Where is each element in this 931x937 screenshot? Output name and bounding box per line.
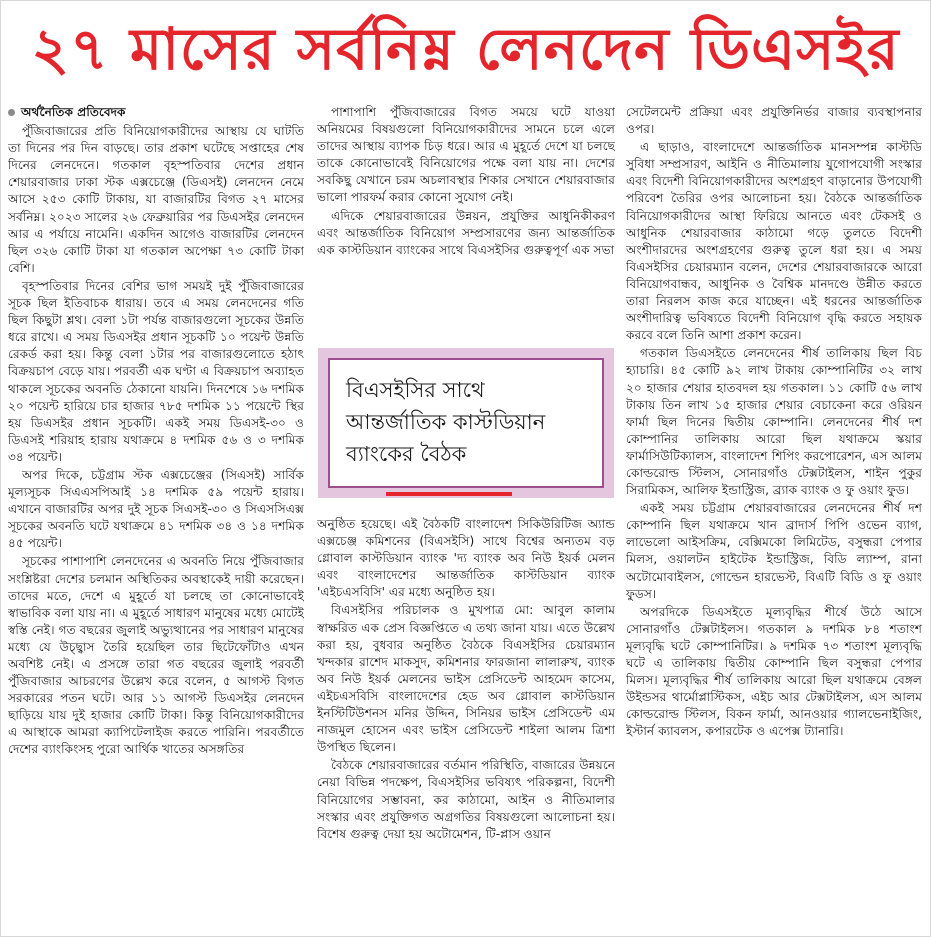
- byline-text: অর্থনৈতিক প্রতিবেদক: [21, 105, 126, 119]
- paragraph: বিএসইসির পরিচালক ও মুখপাত্র মো: আবুল কালাম স্বাক্ষরিত এক প্রেস বিজ্ঞপ্তিতে এ তথ্য জানা যায়। এতে উল্লেখ করা হয়, বুধবার অনুষ্ঠিত বৈঠকে বিএসইসির চেয়ারম্যান খন্দকার রাশেদ মাকসুদ, কমিশনার ফারজানা লালারুখ, ব্যাংক অব নিউ ইয়র্ক মেলনের ভাইস প্রেসিডেন্ট আহমেদ কাসেম, এইচএসবিসি বাংলাদেশের হেড অব গ্লোবাল কাস্টডিয়ান ইনস্টিটিউশনস মনির উদ্দিন, সিনিয়র ভাইস প্রেসিডেন্ট এম নাজমুল হোসেন এবং ভাইস প্রেসিডেন্ট শাইলা আলম ত্রিশা উপস্থিত ছিলেন।: [317, 603, 615, 755]
- byline: [8, 104, 304, 121]
- article-column-2-top: [317, 104, 615, 336]
- headline: ২৭ মাসের সর্বনিম্ন লেনদেন ডিএসইর: [31, 15, 900, 83]
- paragraph: অপর দিকে, চট্টগ্রাম স্টক এক্সচেঞ্জের (সিএসই) সার্বিক মূল্যসূচক সিএএসপিআই ১৪ দশমিক ৫৯ পয়েন্ট হারায়। এখানে বাজারটির অপর দুই সূচক সিএসই-৩০ ও সিএসসিএক্স সূচকের অবনতি ঘটে যথাক্রমে ৪১ দশমিক ৩৪ ও ১৪ দশমিক ৪৫ পয়েন্ট।: [8, 467, 304, 551]
- paragraph: অনুষ্ঠিত হয়েছে। এই বৈঠকটি বাংলাদেশ সিকিউরিটিজ অ্যান্ড এক্সচেঞ্জ কমিশনের (বিএসইসি) সাথে বিশ্বের অন্যতম বড় গ্লোবাল কাস্টডিয়ান ব্যাংক 'দ্য ব্যাংক অব নিউ ইয়র্ক মেলন এবং বাংলাদেশের আন্তর্জাতিক কাস্টডিয়ান ব্যাংক 'এইচএসবিসি' এর মধ্যে অনুষ্ঠিত হয়।: [317, 517, 615, 600]
- pull-quote-divider: [386, 492, 512, 496]
- pull-quote-line: ব্যাংকের বৈঠক: [346, 442, 467, 466]
- paragraph: অপরদিকে ডিএসইতে মূল্যবৃদ্ধির শীর্ষে উঠে আসে সোনারগাঁও টেক্সটাইলস। গতকাল ৯ দশমিক ৮৪ শতাংশ মূল্যবৃদ্ধি ঘটে কোম্পানিটির। ৯ দশমিক ৭৩ শতাংশ মূল্যবৃদ্ধি ঘটে এ তালিকায় দ্বিতীয় কোম্পানি ছিল বসুন্ধরা পেপার মিলস। মূল্যবৃদ্ধির শীর্ষ তালিকায় আরো ছিল যথাক্রমে বেঙ্গল উইন্ডসর থার্মোপ্লাস্টিকস, এইচ আর টেক্সটাইলস, এস আলম কোল্ডরোল্ড স্টিলস, বিকন ফার্মা, আনওয়ার গ্যালভেনাইজিং, ইস্টার্ন ক্যাবলস, কপারটেক ও এপেক্স ট্যানারি।: [626, 604, 922, 739]
- article-column-1: [8, 104, 304, 930]
- pull-quote: [328, 358, 604, 488]
- paragraph: বৃহস্পতিবার দিনের বেশির ভাগ সময়ই দুই পুঁজিবাজারের সূচক ছিল ইতিবাচক ধারায়। তবে এ সময় লেনদেনের গতি ছিল কিছুটা শ্লথ। বেলা ১টা পর্যন্ত বাজারগুলো সূচকের উন্নতি ধরে রাখে। এ সময় ডিএসইর প্রধান সূচকটি ১০ পয়েন্ট উন্নতি রেকর্ড করা হয়। কিন্তু বেলা ১টার পর বাজারগুলোতে হঠাৎ বিক্রয়চাপ বেড়ে যায়। পরবর্তী এক ঘণ্টা এ বিক্রয়চাপ অব্যাহত থাকলে সূচকের অবনতি ঠেকানো যায়নি। দিনশেষে ১৬ দশমিক ২০ পয়েন্ট হারিয়ে চার হাজার ৭৮৫ দশমিক ১১ পয়েন্টে স্থির হয় ডিএসইর প্রধান সূচকটি। একই সময় ডিএসই-৩০ ও ডিএসই শরিয়াহ হারায় যথাক্রমে ৪ দশমিক ৫৬ ও ৩ দশমিক ৩৪ পয়েন্ট।: [8, 278, 304, 464]
- paragraph: গতকাল ডিএসইতে লেনদেনের শীর্ষ তালিকায় ছিল বিচ হ্যাচারি। ৪৫ কোটি ৯২ লাখ টাকায় কোম্পানিটির ৩২ লাখ ২০ হাজার শেয়ার হাতবদল হয় গতকাল। ১১ কোটি ৫৬ লাখ টাকায় তিন লাখ ১৫ হাজার শেয়ার বেচাকেনা করে ওরিয়ন ফার্মা ছিল দিনের দ্বিতীয় কোম্পানি। লেনদেনের শীর্ষ দশ কোম্পানির তালিকায় আরো ছিল যথাক্রমে স্কয়ার ফার্মাসিউটিক্যালস, বাংলাদেশ শিপিং করপোরেশন, এস আলম কোল্ডরোল্ড স্টিলস, সোনারগাঁও টেক্সটাইলস, শাইন পুকুর সিরামিকস, আলিফ ইন্ডাস্ট্রিজ, ব্র্যাক ব্যাংক ও ফু ওয়াং ফুড।: [626, 346, 922, 498]
- paragraph: পুঁজিবাজারের প্রতি বিনিয়োগকারীদের আস্থায় যে ঘাটতি তা দিনের পর দিন বাড়ছে। তার প্রকাশ ঘটেছে সপ্তাহের শেষ দিনের লেনদেনে। গতকাল বৃহস্পতিবার দেশের প্রধান শেয়ারবাজার ঢাকা স্টক এক্সচেঞ্জে (ডিএসই) লেনদেন নেমে আসে ২৫৩ কোটি টাকায়, যা বাজারটির বিগত ২৭ মাসের সর্বনিম্ন। ২০২৩ সালের ২৬ ফেব্রুয়ারির পর ডিএসইর লেনদেন আর এ পর্যায়ে নামেনি। একদিন আগেও বাজারটির লেনদেন ছিল ৩২৬ কোটি টাকা যা গতকাল অপেক্ষা ৭৩ কোটি টাকা বেশি।: [8, 124, 304, 275]
- article-column-2-bottom: [317, 516, 615, 930]
- paragraph: সূচকের পাশাপাশি লেনদেনের এ অবনতি নিয়ে পুঁজিবাজার সংশ্লিষ্টরা দেশের চলমান অস্থিতিকর অবস্থাকেই দায়ী করেছেন। তাদের মতে, দেশে এ মুহূর্তে যা চলছে তা কোনোভাবেই স্বাভাবিক বলা যায় না। এ মুহূর্তে সাধারণ মানুষের মধ্যে মোটেই স্বস্তি নেই। গত বছরের জুলাই অভ্যুত্থানের পর সাধারণ মানুষের মধ্যে যে উচ্ছ্বাস তৈরি হয়েছিল তার ছিটেফোঁটাও এখন অবশিষ্ট নেই। এ প্রসঙ্গে তারা গত বছরের জুলাই পরবর্তী পুঁজিবাজার আচরণের উল্লেখ করে বলেন, ৫ আগস্ট বিগত সরকারের পতন ঘটে। আর ১১ আগস্ট ডিএসইর লেনদেন ছাড়িয়ে যায় দুই হাজার কোটি টাকা। কিন্তু বিনিয়োগকারীদের এ আস্থাকে আমরা ক্যাপিটেলাইজ করতে পারিনি। পরবর্তীতে দেশের ব্যাংকিংসহ পুরো আর্থিক খাতের অসঙ্গতির: [8, 554, 304, 757]
- paragraph: এ ছাড়াও, বাংলাদেশে আন্তর্জাতিক মানসম্পন্ন কাস্টডি সুবিধা সম্প্রসারণ, আইনি ও নীতিমালায় যুগোপযোগী সংস্কার এবং বিদেশী বিনিয়োগকারীদের অংশগ্রহণ বাড়ানোর উপযোগী পরিবেশ তৈরির ওপর আলোচনা হয়। বৈঠকে আন্তর্জাতিক বিনিয়োগকারীদের আস্থা ফিরিয়ে আনতে এবং টেকসই ও আধুনিক শেয়ারবাজার কাঠামো গড়ে তুলতে বিদেশী অংশীদারদের অংশগ্রহণের গুরুত্ব তুলে ধরা হয়। এ সময় বিএসইসির চেয়ারম্যান বলেন, দেশের শেয়ারবাজারকে আরো বিনিয়োগবান্ধব, আধুনিক ও বৈশ্বিক মানদণ্ডে উন্নীত করতে তারা নিরলস কাজ করে যাচ্ছেন। এই ধরনের আন্তর্জাতিক অংশীদারিত্ব ভবিষ্যতে বিদেশী বিনিয়োগ বৃদ্ধি করতে সহায়ক করবে বলে তিনি আশা প্রকাশ করেন।: [626, 140, 922, 343]
- pull-quote-box: [318, 348, 614, 498]
- pull-quote-line: বিএসইসির সাথে: [346, 378, 485, 402]
- paragraph: সেটেলমেন্ট প্রক্রিয়া এবং প্রযুক্তিনির্ভর বাজার ব্যবস্থাপনার ওপর।: [626, 105, 922, 137]
- article-column-3: [626, 104, 922, 930]
- paragraph: একই সময় চট্টগ্রাম শেয়ারবাজারের লেনদেনের শীর্ষ দশ কোম্পানি ছিল যথাক্রমে খান ব্রাদার্স পিপি ওভেন ব্যাগ, লাভেলো আইসক্রিম, বেক্সিমকো লিমিটেড, বসুন্ধরা পেপার মিলস, ওয়ালটন হাইটেক ইন্ডাস্ট্রিজ, বিডি ল্যাম্প, রানা অটোমোবাইলস, গোল্ডেন হারভেস্ট, বিএটি বিডি ও ফু ওয়াং ফুডস।: [626, 501, 922, 601]
- pull-quote-line: আন্তর্জাতিক কাস্টডিয়ান: [346, 410, 546, 434]
- paragraph: পাশাপাশি পুঁজিবাজারের বিগত সময়ে ঘটে যাওয়া অনিয়মের বিষয়গুলো বিনিয়োগকারীদের সামনে চলে এলে তাদের আস্থায় ব্যাপক চিড় ধরে। আর এ মুহূর্তে দেশে যা চলছে তাকে কোনোভাবেই বিনিয়োগের পক্ষে বলা যায় না। দেশের সবকিছু যেখানে চরম অচলাবস্থার শিকার সেখানে শেয়ারবাজার ভালো পারফর্ম করার কোনো সুযোগ নেই।: [317, 105, 615, 205]
- paragraph: এদিকে শেয়ারবাজারের উন্নয়ন, প্রযুক্তির আধুনিকীকরণ এবং আন্তর্জাতিক বিনিয়োগ সম্প্রসারণের জন্য আন্তর্জাতিক এক কাস্টডিয়ান ব্যাংকের সাথে বিএসইসির গুরুত্বপূর্ণ এক সভা: [317, 208, 615, 257]
- bullet-icon: [8, 109, 15, 116]
- paragraph: বৈঠকে শেয়ারবাজারের বর্তমান পরিস্থিতি, বাজারের উন্নয়নে নেয়া বিভিন্ন পদক্ষেপ, বিএসইসির ভবিষ্যৎ পরিকল্পনা, বিদেশী বিনিয়োগের সম্ভাবনা, কর কাঠামো, আইন ও নীতিমালার সংস্কার এবং প্রযুক্তিগত অগ্রগতির বিষয়গুলো আলোচনা হয়। বিশেষ গুরুত্ব দেয়া হয় অটোমেশন, টি-প্লাস ওয়ান: [317, 758, 615, 841]
